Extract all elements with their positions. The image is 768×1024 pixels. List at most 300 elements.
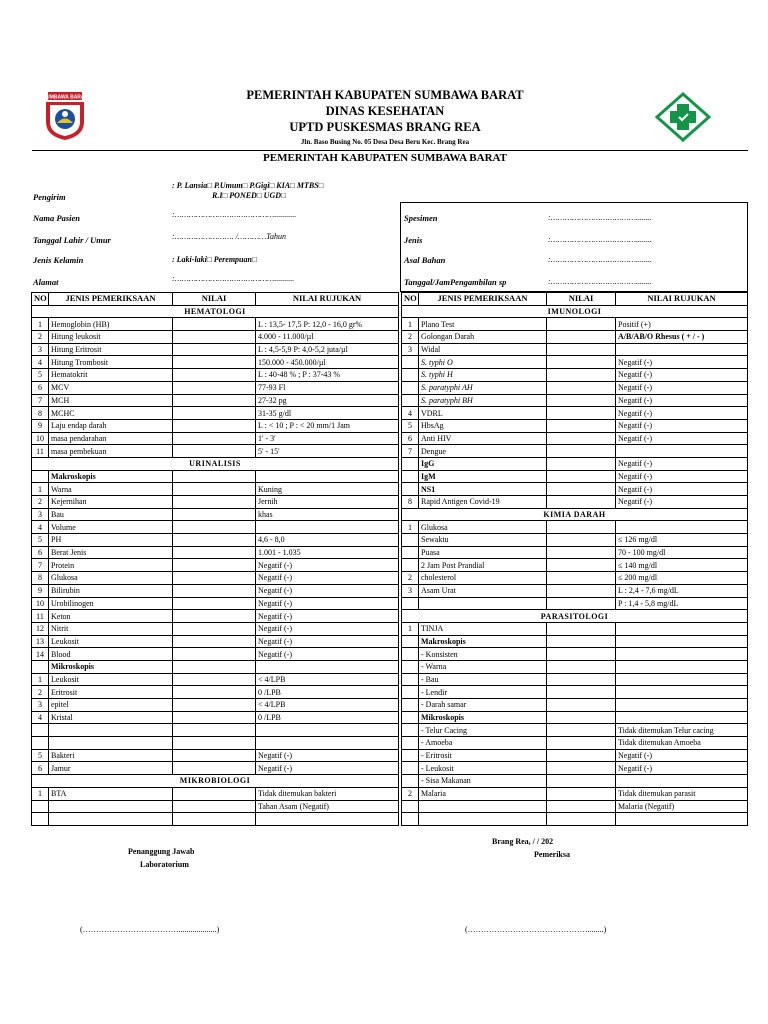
result-value-cell[interactable] [173,407,256,420]
row-number: 10 [32,597,49,610]
exam-name: Kejernihan [49,496,173,509]
row-number: 3 [32,508,49,521]
reference-value [616,648,748,661]
row-number: 1 [32,673,49,686]
spesimen-field[interactable]: :………………………………........ [548,213,653,222]
signature-left: (………………………………...................) [80,925,220,934]
table-row [32,407,399,420]
table-row [402,394,748,407]
row-number [402,749,419,762]
table-row [32,762,399,775]
reference-value: Negatif (-) [256,610,399,623]
exam-name: Dengue [419,445,547,458]
table-row [32,318,399,331]
row-number [402,813,419,826]
table-row [402,470,748,483]
table-row [402,787,748,800]
reference-value: Negatif (-) [256,648,399,661]
reference-value: Malaria (Negatif) [616,800,748,813]
table-row [402,597,748,610]
reference-value: Negatif (-) [256,749,399,762]
exam-name: Puasa [419,546,547,559]
row-number [402,356,419,369]
reference-value: L : 13,5- 17,5 P: 12,0 - 16,0 gr% [256,318,399,331]
result-value-cell[interactable] [547,737,616,750]
result-value-cell[interactable] [173,800,256,813]
exam-name [49,800,173,813]
table-row [32,635,399,648]
signature-right: (………………………………………........) [465,925,607,934]
row-number: 2 [32,496,49,509]
result-value-cell[interactable] [547,686,616,699]
place-date: Brang Rea, / / 202 [492,837,554,846]
table-row [402,343,748,356]
table-row [402,483,748,496]
exam-name: HbsAg [419,419,547,432]
alamat-field[interactable]: :…………………………………….......... [172,274,295,283]
result-value-cell[interactable] [547,356,616,369]
exam-name: Protein [49,559,173,572]
exam-name: Glukosa [419,521,547,534]
exam-name: Makroskopis [49,470,173,483]
exam-name: Keton [49,610,173,623]
reference-value: 27-32 pg [256,394,399,407]
row-number: 5 [402,419,419,432]
result-value-cell[interactable] [173,394,256,407]
puskesmas-logo [655,92,711,142]
result-value-cell[interactable] [173,699,256,712]
table-row [402,559,748,572]
result-value-cell[interactable] [547,521,616,534]
reference-value: 1' - 3' [256,432,399,445]
reference-value: Negatif (-) [256,584,399,597]
result-value-cell[interactable] [173,622,256,635]
row-number [402,711,419,724]
column-header: NO [402,293,419,306]
table-row [32,559,399,572]
row-number: 14 [32,648,49,661]
exam-name: cholesterol [419,572,547,585]
result-value-cell[interactable] [547,419,616,432]
row-number [402,724,419,737]
result-value-cell[interactable] [547,622,616,635]
result-value-cell[interactable] [173,470,256,483]
jenis-field[interactable]: :………………………………........ [548,235,653,244]
result-value-cell[interactable] [173,610,256,623]
exam-name: Bilirubin [49,584,173,597]
result-value-cell[interactable] [173,331,256,344]
row-number: 1 [402,318,419,331]
result-value-cell[interactable] [547,470,616,483]
section-header-row [32,305,399,318]
row-number: 5 [32,369,49,382]
result-value-cell[interactable] [173,381,256,394]
result-value-cell[interactable] [547,483,616,496]
table-row [402,521,748,534]
result-value-cell[interactable] [173,496,256,509]
reference-value [256,724,399,737]
table-row [32,711,399,724]
pengirim-options-2: R.I□ PONED□ UGD□ [212,191,286,200]
result-value-cell[interactable] [173,762,256,775]
section-title: KIMIA DARAH [402,508,748,521]
result-value-cell[interactable] [173,343,256,356]
exam-name: Glukosa [49,572,173,585]
row-number: 1 [402,622,419,635]
reference-value: < 4/LPB [256,699,399,712]
result-value-cell[interactable] [173,813,256,826]
result-value-cell[interactable] [547,445,616,458]
header-address: Jln. Baso Busing No. 05 Desa Desa Beru Kec. Brang Rea [300,138,470,146]
table-row [32,445,399,458]
reference-value: 1.001 - 1.035 [256,546,399,559]
alamat-label: Alamat [33,277,59,287]
result-value-cell[interactable] [173,559,256,572]
reference-value: Negatif (-) [256,635,399,648]
reference-value [616,813,748,826]
row-number [32,800,49,813]
exam-name [419,597,547,610]
result-value-cell[interactable] [173,445,256,458]
header-divider [32,150,748,151]
result-value-cell[interactable] [547,711,616,724]
result-value-cell[interactable] [547,432,616,445]
reference-value [616,622,748,635]
result-value-cell[interactable] [173,711,256,724]
exam-name [419,800,547,813]
result-value-cell[interactable] [173,686,256,699]
row-number [402,457,419,470]
result-value-cell[interactable] [173,318,256,331]
row-number: 4 [32,711,49,724]
reference-value: L : < 10 ; P : < 20 mm/1 Jam [256,419,399,432]
table-row [32,584,399,597]
exam-name: Mikroskopis [419,711,547,724]
table-row [402,775,748,788]
result-value-cell[interactable] [173,546,256,559]
row-number [402,660,419,673]
result-value-cell[interactable] [547,572,616,585]
row-number [402,686,419,699]
table-row [402,699,748,712]
row-number [402,762,419,775]
row-number: 7 [32,559,49,572]
reference-value [616,660,748,673]
table-row [402,381,748,394]
table-row [32,483,399,496]
row-number [402,483,419,496]
table-row [32,699,399,712]
reference-value: ≤ 200 mg/dl [616,572,748,585]
result-value-cell[interactable] [547,343,616,356]
result-value-cell[interactable] [547,331,616,344]
row-number [402,699,419,712]
result-value-cell[interactable] [547,813,616,826]
table-row [32,470,399,483]
reference-value: 0 /LPB [256,686,399,699]
row-number: 10 [32,432,49,445]
result-value-cell[interactable] [547,559,616,572]
table-row [32,800,399,813]
result-value-cell[interactable] [547,597,616,610]
sumbawa-barat-logo [40,90,90,142]
row-number [402,546,419,559]
reference-value: 70 - 100 mg/dl [616,546,748,559]
row-number [402,635,419,648]
exam-name: - Bau [419,673,547,686]
reference-value: Negatif (-) [256,762,399,775]
pemeriksa-label: Pemeriksa [534,850,570,859]
result-value-cell[interactable] [547,496,616,509]
exam-name [49,724,173,737]
asal-bahan-field[interactable]: :………………………………........ [548,255,653,264]
exam-name: IgG [419,457,547,470]
result-value-cell[interactable] [547,660,616,673]
exam-name: - Telur Cacing [419,724,547,737]
table-row [32,610,399,623]
penanggung-jawab-label: Penanggung Jawab [128,847,195,856]
exam-name: - Warna [419,660,547,673]
row-number: 1 [32,318,49,331]
row-number: 5 [32,749,49,762]
table-row [402,673,748,686]
result-value-cell[interactable] [173,584,256,597]
table-row [402,534,748,547]
exam-name: TINJA [419,622,547,635]
table-row [402,686,748,699]
table-row [402,432,748,445]
reference-value: Negatif (-) [616,381,748,394]
table-row [32,686,399,699]
result-value-cell[interactable] [547,534,616,547]
row-number: 12 [32,622,49,635]
result-value-cell[interactable] [547,648,616,661]
table-row [32,622,399,635]
header-line-2: DINAS KESEHATAN [325,104,445,118]
result-value-cell[interactable] [547,749,616,762]
table-row [402,749,748,762]
result-value-cell[interactable] [173,749,256,762]
reference-value: ≤ 126 mg/dl [616,534,748,547]
table-row [402,457,748,470]
row-number [402,800,419,813]
result-value-cell[interactable] [173,521,256,534]
result-value-cell[interactable] [173,787,256,800]
table-header-row [32,293,399,306]
result-value-cell[interactable] [547,394,616,407]
reference-value: Positif (+) [616,318,748,331]
reference-value: Negatif (-) [616,749,748,762]
table-row [402,496,748,509]
result-value-cell[interactable] [173,369,256,382]
exam-name: epitel [49,699,173,712]
tanggal-jam-field[interactable]: :………………………………........ [548,277,653,286]
result-value-cell[interactable] [547,546,616,559]
reference-value: 77-93 Fl [256,381,399,394]
nama-pasien-field[interactable]: :……………………………………........... [172,210,297,219]
table-row [402,407,748,420]
result-value-cell[interactable] [547,635,616,648]
reference-value: A/B/AB/O Rhesus ( + / - ) [616,331,748,344]
reference-value: Kuning [256,483,399,496]
reference-value: Negatif (-) [616,470,748,483]
reference-value: Negatif (-) [616,369,748,382]
reference-value: L : 40-48 % ; P : 37-43 % [256,369,399,382]
exam-name: - Eritrosit [419,749,547,762]
row-number: 3 [402,343,419,356]
reference-value: 4.000 - 11.000/µl [256,331,399,344]
result-value-cell[interactable] [547,699,616,712]
reference-value: Negatif (-) [616,356,748,369]
asal-bahan-label: Asal Bahan [404,255,446,265]
row-number: 4 [32,521,49,534]
exam-name: Asam Urat [419,584,547,597]
row-number [32,737,49,750]
reference-value [256,521,399,534]
result-value-cell[interactable] [547,407,616,420]
result-value-cell[interactable] [173,508,256,521]
reference-value: 0 /LPB [256,711,399,724]
result-value-cell[interactable] [173,660,256,673]
row-number: 4 [32,356,49,369]
section-title: PARASITOLOGI [402,610,748,623]
jenis-kelamin-label: Jenis Kelamin [33,255,84,265]
reference-value: Negatif (-) [616,407,748,420]
result-value-cell[interactable] [173,572,256,585]
row-number [402,597,419,610]
result-value-cell[interactable] [547,762,616,775]
table-row [402,369,748,382]
row-number: 8 [32,407,49,420]
reference-value: Tahan Asam (Negatif) [256,800,399,813]
row-number: 8 [402,496,419,509]
jenis-kelamin-field[interactable]: : Laki-laki□ Perempuan□ [172,255,257,264]
table-row [402,800,748,813]
pengirim-options-1: : P. Lansia□ P.Umum□ P.Gigi□ KIA□ MTBS□ [172,181,324,190]
section-header-row [32,457,399,470]
row-number: 13 [32,635,49,648]
column-header: JENIS PEMERIKSAAN [49,293,173,306]
result-value-cell[interactable] [173,432,256,445]
row-number [402,673,419,686]
table-row [402,813,748,826]
row-number: 2 [32,686,49,699]
table-row [32,787,399,800]
row-number: 2 [32,331,49,344]
table-row [32,343,399,356]
reference-value: 5' - 15' [256,445,399,458]
tanggal-lahir-field[interactable]: :……………………. /…………Tahun [172,232,286,241]
result-value-cell[interactable] [173,724,256,737]
table-row [402,331,748,344]
reference-value: Negatif (-) [256,597,399,610]
row-number: 2 [402,787,419,800]
section-header-row [402,508,748,521]
pengirim-label: Pengirim [33,192,66,202]
exam-name: - Sisa Makanan [419,775,547,788]
reference-value [616,775,748,788]
exam-name: Malaria [419,787,547,800]
result-value-cell[interactable] [173,737,256,750]
exam-name: PH [49,534,173,547]
exam-name: Mikroskopis [49,660,173,673]
result-value-cell[interactable] [547,457,616,470]
result-value-cell[interactable] [547,800,616,813]
reference-value: Jernih [256,496,399,509]
table-row [32,572,399,585]
row-number [32,470,49,483]
result-value-cell[interactable] [173,673,256,686]
table-row [402,445,748,458]
result-value-cell[interactable] [547,584,616,597]
row-number: 8 [32,572,49,585]
row-number: 6 [402,432,419,445]
row-number: 6 [32,381,49,394]
reference-value [616,521,748,534]
result-value-cell[interactable] [173,597,256,610]
exam-name: Urobilinogen [49,597,173,610]
exam-name: Makroskopis [419,635,547,648]
reference-value [256,660,399,673]
result-value-cell[interactable] [547,787,616,800]
table-row [32,432,399,445]
result-value-cell[interactable] [173,635,256,648]
table-row [402,737,748,750]
result-value-cell[interactable] [547,724,616,737]
table-row [402,419,748,432]
exam-name: - Leukosit [419,762,547,775]
reference-value: Negatif (-) [256,559,399,572]
left-lab-table [31,292,399,826]
result-value-cell[interactable] [173,483,256,496]
result-value-cell[interactable] [547,775,616,788]
table-row [32,496,399,509]
row-number: 9 [32,584,49,597]
spesimen-label: Spesimen [404,213,438,223]
section-title: MIKROBIOLOGI [32,775,399,788]
result-value-cell[interactable] [547,318,616,331]
exam-name: Anti HIV [419,432,547,445]
result-value-cell[interactable] [547,673,616,686]
result-value-cell[interactable] [173,356,256,369]
result-value-cell[interactable] [173,419,256,432]
exam-name: S. typhi O [419,356,547,369]
exam-name: Golongan Darah [419,331,547,344]
exam-name: Hitung Eritrosit [49,343,173,356]
result-value-cell[interactable] [173,648,256,661]
table-row [32,381,399,394]
row-number: 3 [32,699,49,712]
exam-name: - Lendir [419,686,547,699]
column-header: NO [32,293,49,306]
result-value-cell[interactable] [547,369,616,382]
row-number: 11 [32,445,49,458]
column-header: NILAI [547,293,616,306]
table-row [402,724,748,737]
table-row [32,356,399,369]
table-row [32,737,399,750]
reference-value: 150.000 - 450.000/µl [256,356,399,369]
result-value-cell[interactable] [547,381,616,394]
result-value-cell[interactable] [173,534,256,547]
exam-name: Leukosit [49,673,173,686]
section-title: URINALISIS [32,457,399,470]
row-number: 6 [32,762,49,775]
exam-name: Hemoglobin (HB) [49,318,173,331]
reference-value: < 4/LPB [256,673,399,686]
table-row [402,318,748,331]
exam-name: NS1 [419,483,547,496]
